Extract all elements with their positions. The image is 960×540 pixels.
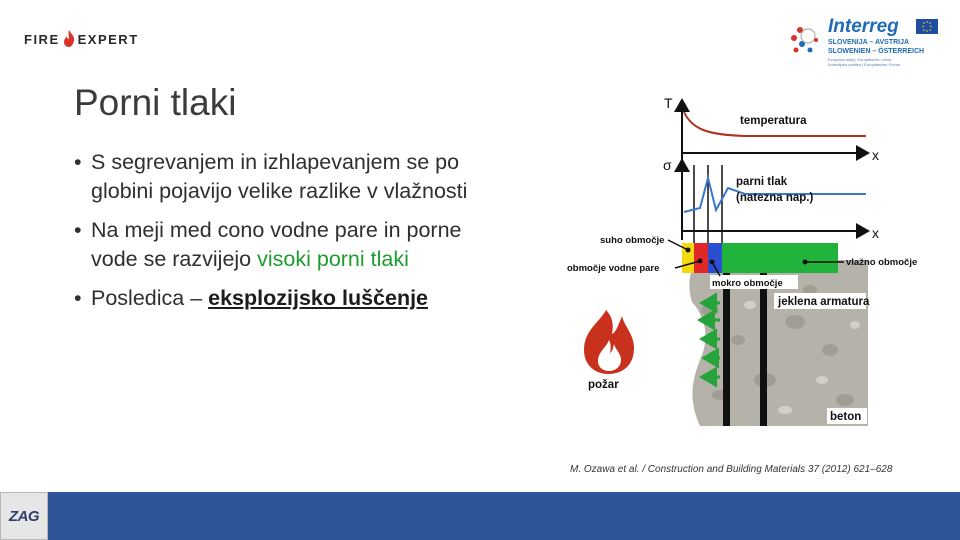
bullet-item — [74, 216, 494, 274]
fire-expert-logo — [24, 30, 139, 48]
interreg-tiny-2: Kohezijska politika | Europäischer Fonds — [828, 62, 900, 67]
bullet-text: Na meji med cono vodne pare in porne vode se razvijejo — [91, 218, 462, 271]
interreg-program-name — [828, 38, 924, 56]
label-vapor-zone: območje vodne pare — [567, 263, 660, 274]
axis-label-x1: x — [872, 147, 879, 163]
slide-title: Porni tlaki — [74, 82, 237, 123]
pointer-vapor-dot — [698, 259, 703, 264]
interreg-line-1: SLOVENIJA – AVSTRIJA — [828, 39, 910, 46]
zag-logo — [0, 492, 48, 540]
axis-label-x2: x — [872, 225, 879, 241]
interreg-line-2: SLOWENIEN – ÖSTERREICH — [828, 48, 925, 55]
bullet-item — [74, 148, 494, 206]
highlight-spalling: eksplozijsko luščenje — [208, 286, 429, 310]
axis-label-t: T — [664, 95, 673, 111]
label-tensile-stress: (natezna nap.) — [736, 192, 814, 204]
label-concrete: beton — [830, 411, 862, 423]
pointer-moist-dot — [710, 260, 715, 265]
steel-bar-left — [723, 273, 730, 426]
interreg-emblem-icon — [788, 20, 828, 60]
zag-logo-text: ZAG — [8, 507, 40, 525]
bullet-text: S segrevanjem in izhlapevanjem se po globini pojavijo velike razlike v vlažnosti — [91, 150, 468, 203]
steel-bar-right — [760, 273, 767, 426]
wet-zone — [722, 243, 838, 273]
interreg-logo — [788, 16, 948, 68]
vapor-zone — [694, 243, 708, 273]
pore-pressure-diagram — [560, 90, 945, 435]
label-steel-reinforcement: jeklena armatura — [778, 296, 870, 308]
axis-label-sigma: σ — [663, 157, 672, 173]
interreg-fund-text — [828, 57, 900, 67]
interreg-wordmark: Interreg — [828, 16, 899, 37]
label-wet-zone: vlažno območje — [846, 257, 918, 268]
eu-flag-icon — [916, 19, 938, 34]
bullet-item — [74, 284, 494, 313]
highlight-pore-pressure: visoki porni tlaki — [257, 247, 409, 271]
label-fire: požar — [588, 379, 619, 391]
label-moist-zone: mokro območje — [712, 278, 783, 289]
label-vapor-pressure: parni tlak — [736, 176, 788, 188]
label-dry-zone: suho območje — [600, 235, 665, 246]
footer-bar — [0, 492, 960, 540]
pointer-dry-dot — [686, 248, 691, 253]
interreg-tiny-1: Evropska unija | Europäische Union — [828, 57, 892, 62]
logo-text-fire: FIRE — [24, 31, 60, 47]
flame-icon — [62, 30, 76, 48]
figure-citation: M. Ozawa et al. / Construction and Building Materials 37 (2012) 621–628 — [570, 464, 893, 475]
pointer-wet-dot — [803, 260, 808, 265]
logo-text-expert: EXPERT — [77, 31, 139, 47]
label-temperature: temperatura — [740, 115, 807, 127]
bullet-text: Posledica – — [91, 286, 209, 310]
bullet-list — [74, 148, 494, 323]
fire-icon — [584, 310, 634, 374]
